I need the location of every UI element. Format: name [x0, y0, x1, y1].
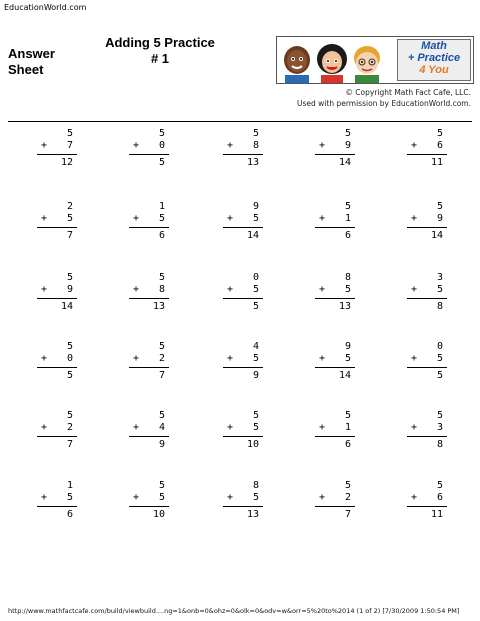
plus-sign: +	[411, 140, 418, 151]
header-divider	[8, 121, 472, 122]
page-footer-url: http://www.mathfactcafe.com/build/viewbuild....ng=1&onb=0&ohz=0&olk=0&odv=w&orr=5%20to%2014 (1 of 2) [7/30/2009 1:50:54 PM]	[8, 607, 460, 615]
logo-text-line-2: + Practice	[407, 52, 461, 64]
plus-sign: +	[411, 422, 418, 433]
addition-problem	[223, 480, 263, 520]
plus-sign: +	[227, 422, 234, 433]
plus-sign: +	[319, 284, 326, 295]
addend-top: 5	[66, 272, 73, 283]
sum-line	[129, 436, 169, 437]
plus-sign: +	[227, 353, 234, 364]
addition-problem	[315, 410, 355, 450]
sum-line	[407, 298, 447, 299]
addend-bottom: 1	[344, 422, 351, 433]
addition-problem	[407, 341, 447, 381]
addition-problem	[129, 480, 169, 520]
addend-top: 5	[158, 128, 165, 139]
plus-sign: +	[411, 353, 418, 364]
addition-problem	[223, 341, 263, 381]
logo-text-line-3: 4 You	[419, 64, 449, 76]
plus-sign: +	[319, 140, 326, 151]
worksheet-title-line-1: Adding 5 Practice	[105, 35, 215, 50]
addend-bottom: 9	[66, 284, 73, 295]
plus-sign: +	[227, 213, 234, 224]
answer: 9	[158, 439, 165, 450]
addition-problem	[223, 410, 263, 450]
addend-top: 3	[436, 272, 443, 283]
sum-line	[223, 367, 263, 368]
plus-sign: +	[411, 284, 418, 295]
worksheet-title	[95, 35, 225, 67]
addend-bottom: 5	[158, 492, 165, 503]
copyright-line-2: Used with permission by EducationWorld.com.	[297, 99, 471, 108]
addend-bottom: 5	[344, 353, 351, 364]
addition-problem	[37, 201, 77, 241]
plus-sign: +	[133, 213, 140, 224]
addend-top: 0	[436, 341, 443, 352]
sum-line	[129, 154, 169, 155]
answer: 5	[66, 370, 73, 381]
addend-bottom: 5	[252, 422, 259, 433]
plus-sign: +	[133, 422, 140, 433]
sum-line	[37, 154, 77, 155]
plus-sign: +	[133, 140, 140, 151]
addend-top: 5	[158, 480, 165, 491]
plus-sign: +	[41, 422, 48, 433]
addend-top: 0	[252, 272, 259, 283]
answer-sheet-title	[8, 46, 55, 78]
answer-title-line-2: Sheet	[8, 62, 44, 77]
site-label: EducationWorld.com	[4, 3, 87, 12]
addend-bottom: 2	[158, 353, 165, 364]
addition-problem	[315, 272, 355, 312]
addition-problem	[129, 410, 169, 450]
addition-problem	[407, 480, 447, 520]
sum-line	[315, 227, 355, 228]
answer: 9	[252, 370, 259, 381]
addend-top: 5	[66, 410, 73, 421]
addition-problem	[315, 128, 355, 168]
addend-bottom: 7	[66, 140, 73, 151]
addend-bottom: 9	[344, 140, 351, 151]
addend-bottom: 8	[252, 140, 259, 151]
sum-line	[315, 298, 355, 299]
answer: 11	[430, 157, 443, 168]
answer: 5	[158, 157, 165, 168]
plus-sign: +	[227, 284, 234, 295]
answer: 13	[338, 301, 351, 312]
sum-line	[223, 436, 263, 437]
plus-sign: +	[319, 353, 326, 364]
addend-top: 2	[66, 201, 73, 212]
logo-text-line-1: Math	[421, 40, 447, 52]
addend-top: 5	[344, 410, 351, 421]
addition-problem	[315, 480, 355, 520]
addition-problem	[223, 201, 263, 241]
addend-bottom: 5	[66, 213, 73, 224]
plus-sign: +	[227, 492, 234, 503]
sum-line	[407, 436, 447, 437]
addition-problem	[223, 272, 263, 312]
plus-sign: +	[41, 284, 48, 295]
addend-top: 5	[344, 128, 351, 139]
answer: 12	[60, 157, 73, 168]
addend-top: 5	[66, 128, 73, 139]
plus-sign: +	[411, 213, 418, 224]
addend-bottom: 5	[66, 492, 73, 503]
addition-problem	[37, 272, 77, 312]
sum-line	[315, 506, 355, 507]
plus-sign: +	[319, 213, 326, 224]
sum-line	[407, 506, 447, 507]
plus-sign: +	[133, 353, 140, 364]
sum-line	[37, 227, 77, 228]
sum-line	[129, 506, 169, 507]
math-practice-logo	[276, 36, 474, 84]
addition-problem	[407, 201, 447, 241]
answer: 7	[158, 370, 165, 381]
logo-wordmark	[397, 39, 471, 81]
addend-bottom: 8	[158, 284, 165, 295]
addend-top: 5	[158, 272, 165, 283]
copyright-notice	[297, 87, 471, 109]
plus-sign: +	[319, 492, 326, 503]
answer: 10	[246, 439, 259, 450]
answer: 5	[252, 301, 259, 312]
plus-sign: +	[41, 492, 48, 503]
addition-problem	[37, 480, 77, 520]
addition-problem	[129, 272, 169, 312]
answer: 7	[344, 509, 351, 520]
sum-line	[37, 298, 77, 299]
addend-top: 9	[252, 201, 259, 212]
sum-line	[407, 227, 447, 228]
sum-line	[407, 367, 447, 368]
answer: 7	[66, 439, 73, 450]
answer: 13	[246, 157, 259, 168]
addend-top: 1	[66, 480, 73, 491]
addend-bottom: 2	[66, 422, 73, 433]
addend-top: 1	[158, 201, 165, 212]
addend-top: 5	[252, 410, 259, 421]
sum-line	[37, 367, 77, 368]
answer: 7	[66, 230, 73, 241]
addend-top: 5	[344, 201, 351, 212]
addend-bottom: 3	[436, 422, 443, 433]
answer: 14	[60, 301, 73, 312]
copyright-line-1: © Copyright Math Fact Cafe, LLC.	[345, 88, 471, 97]
sum-line	[129, 298, 169, 299]
plus-sign: +	[133, 492, 140, 503]
sum-line	[223, 298, 263, 299]
addition-problem	[129, 128, 169, 168]
answer: 8	[436, 301, 443, 312]
sum-line	[315, 367, 355, 368]
plus-sign: +	[41, 353, 48, 364]
addend-top: 5	[158, 341, 165, 352]
addend-bottom: 5	[344, 284, 351, 295]
addend-bottom: 2	[344, 492, 351, 503]
sum-line	[407, 154, 447, 155]
answer: 13	[246, 509, 259, 520]
plus-sign: +	[319, 422, 326, 433]
plus-sign: +	[227, 140, 234, 151]
addition-problem	[37, 410, 77, 450]
addend-top: 5	[436, 201, 443, 212]
addend-bottom: 9	[436, 213, 443, 224]
addend-bottom: 6	[436, 140, 443, 151]
addend-top: 5	[436, 480, 443, 491]
addition-problem	[407, 410, 447, 450]
addition-problem	[315, 341, 355, 381]
addend-top: 5	[436, 410, 443, 421]
answer: 10	[152, 509, 165, 520]
kids-illustration	[277, 37, 397, 83]
answer: 14	[430, 230, 443, 241]
answer: 6	[158, 230, 165, 241]
sum-line	[223, 227, 263, 228]
answer-title-line-1: Answer	[8, 46, 55, 61]
addend-top: 4	[252, 341, 259, 352]
addition-problem	[129, 201, 169, 241]
addend-bottom: 0	[158, 140, 165, 151]
addend-bottom: 5	[252, 284, 259, 295]
sum-line	[315, 436, 355, 437]
addend-top: 5	[252, 128, 259, 139]
answer: 8	[436, 439, 443, 450]
plus-sign: +	[41, 140, 48, 151]
sum-line	[315, 154, 355, 155]
answer: 13	[152, 301, 165, 312]
addend-top: 5	[158, 410, 165, 421]
plus-sign: +	[41, 213, 48, 224]
answer: 5	[436, 370, 443, 381]
addition-problem	[37, 128, 77, 168]
plus-sign: +	[411, 492, 418, 503]
addition-problem	[129, 341, 169, 381]
addend-bottom: 5	[158, 213, 165, 224]
addend-bottom: 5	[436, 353, 443, 364]
addition-problem	[37, 341, 77, 381]
answer: 11	[430, 509, 443, 520]
addend-bottom: 5	[252, 492, 259, 503]
sum-line	[37, 436, 77, 437]
sum-line	[223, 154, 263, 155]
addition-problem	[315, 201, 355, 241]
answer: 14	[246, 230, 259, 241]
addend-top: 8	[252, 480, 259, 491]
answer: 14	[338, 370, 351, 381]
addend-top: 5	[436, 128, 443, 139]
answer: 6	[344, 439, 351, 450]
addend-bottom: 4	[158, 422, 165, 433]
addend-top: 5	[66, 341, 73, 352]
addition-problem	[223, 128, 263, 168]
addend-top: 8	[344, 272, 351, 283]
worksheet-title-line-2: # 1	[150, 51, 170, 66]
plus-sign: +	[133, 284, 140, 295]
sum-line	[129, 227, 169, 228]
addend-bottom: 1	[344, 213, 351, 224]
answer: 6	[344, 230, 351, 241]
addend-bottom: 0	[66, 353, 73, 364]
sum-line	[223, 506, 263, 507]
sum-line	[37, 506, 77, 507]
addend-top: 9	[344, 341, 351, 352]
sum-line	[129, 367, 169, 368]
addition-problem	[407, 272, 447, 312]
answer: 14	[338, 157, 351, 168]
answer: 6	[66, 509, 73, 520]
addition-problem	[407, 128, 447, 168]
addend-top: 5	[344, 480, 351, 491]
addend-bottom: 6	[436, 492, 443, 503]
addend-bottom: 5	[252, 213, 259, 224]
addend-bottom: 5	[436, 284, 443, 295]
addend-bottom: 5	[252, 353, 259, 364]
